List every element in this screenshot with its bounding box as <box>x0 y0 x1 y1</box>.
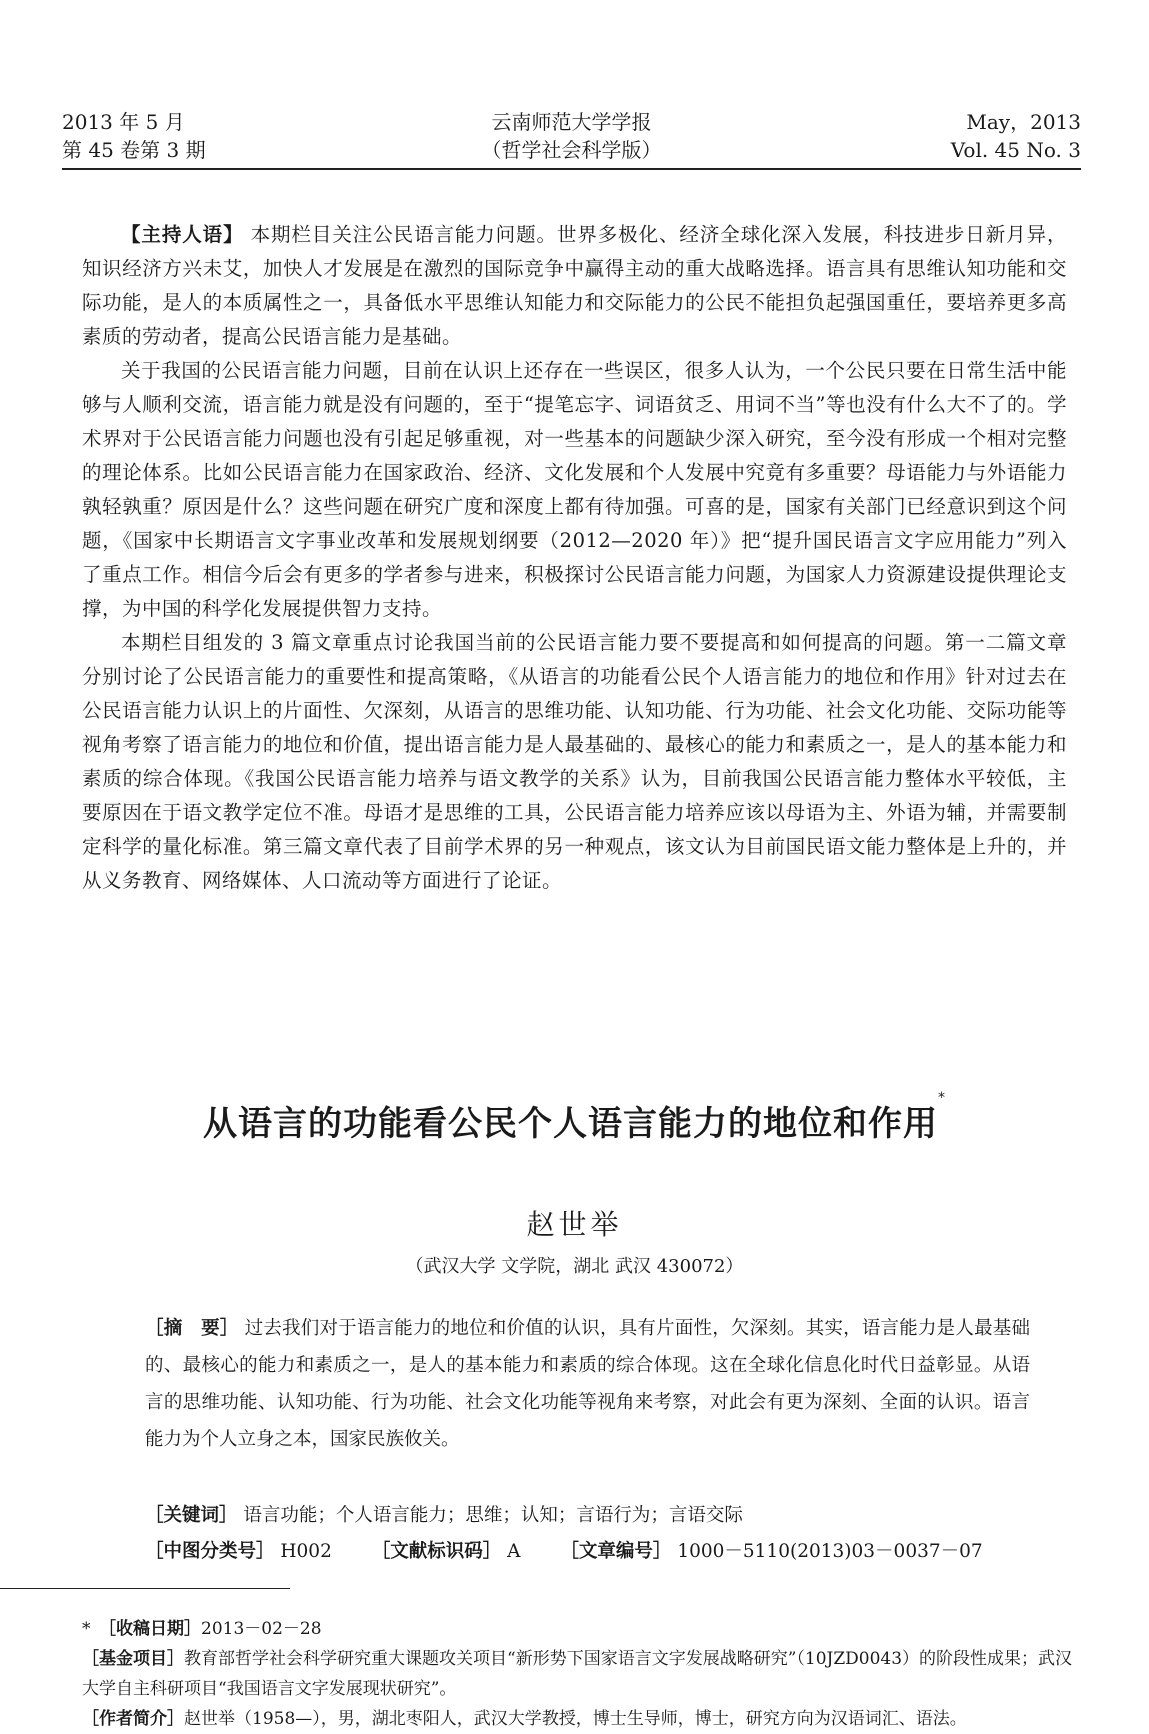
clc-label: ［中图分类号］ <box>145 1541 275 1562</box>
bio-label: ［作者简介］ <box>82 1709 184 1729</box>
host-paragraph-3: 本期栏目组发的 3 篇文章重点讨论我国当前的公民语言能力要不要提高和如何提高的问题。第一二篇文章分别讨论了公民语言能力的重要性和提高策略，《从语言的功能看公民个人语言能力的地位和作用》针对过去在公民语言能力认识上的片面性、欠深刻，从语言的思维功能、认知功能、行为功能、社会文化功能、交际功能等视角考察了语言能力的地位和价值，提出语言能力是人最基础的、最核心的能力和素质之一，是人的基本能力和素质的综合体现。《我国公民语言能力培养与语文教学的关系》认为，目前我国公民语言能力整体水平较低，主要原因在于语文教学定位不准。母语才是思维的工具，公民语言能力培养应该以母语为主、外语为辅，并需要制定科学的量化标准。第三篇文章代表了目前学术界的另一种观点，该文认为目前国民语文能力整体是上升的，并从义务教育、网络媒体、人口流动等方面进行了论证。 <box>82 631 1067 892</box>
abstract-text: 过去我们对于语言能力的地位和价值的认识，具有片面性，欠深刻。其实，语言能力是人最基础的、最核心的能力和素质之一，是人的基本能力和素质的综合体现。这在全球化信息化时代日益彰显。从语言的思维功能、认知功能、行为功能、社会文化功能等视角来考察，对此会有更为深刻、全面的认识。语言能力为个人立身之本，国家民族攸关。 <box>145 1318 1030 1450</box>
keywords: 语言功能；个人语言能力；思维；认知；言语行为；言语交际 <box>243 1505 743 1526</box>
footnotes <box>82 1614 1082 1734</box>
clc-value: H002 <box>280 1541 332 1562</box>
running-header <box>62 108 1081 172</box>
received-label: ［收稿日期］ <box>107 1619 201 1639</box>
date-cn: 2013 年 5 月 <box>62 110 185 134</box>
author-name: 赵世举 <box>526 1208 623 1241</box>
header-center <box>62 108 1081 164</box>
classification-row <box>145 1534 983 1570</box>
funding-label: ［基金项目］ <box>82 1649 184 1669</box>
journal-name: 云南师范大学学报 <box>491 110 652 134</box>
journal-subtitle: （哲学社会科学版） <box>481 138 662 162</box>
funding-text: 教育部哲学社会科学研究重大课题攻关项目“新形势下国家语言文字发展战略研究”（10JZD0043）的阶段性成果；武汉大学自主科研项目“我国语言文字发展现状研究”。 <box>82 1649 1073 1699</box>
host-remarks <box>82 218 1067 898</box>
host-text-1: 本期栏目关注公民语言能力问题。世界多极化、经济全球化深入发展，科技进步日新月异，知识经济方兴未艾，加快人才发展是在激烈的国际竞争中赢得主动的重大战略选择。语言具有思维认知功能和交际功能，是人的本质属性之一，具备低水平思维认知能力和交际能力的公民不能担负起强国重任，要培养更多高素质的劳动者，提高公民语言能力是基础。 <box>82 223 1067 348</box>
abstract <box>145 1310 1030 1458</box>
header-right <box>951 108 1081 164</box>
doc-code-label: ［文献标识码］ <box>371 1541 502 1562</box>
date-en: May，2013 <box>966 110 1081 134</box>
funding <box>82 1644 1082 1704</box>
header-rule <box>62 168 1081 170</box>
footnote-rule <box>0 1588 290 1589</box>
keywords-row <box>145 1498 983 1534</box>
footnote-star: * <box>82 1619 91 1639</box>
article-number-label: ［文章编号］ <box>560 1541 672 1562</box>
article-number-value: 1000－5110(2013)03－0037－07 <box>677 1541 983 1562</box>
article-title <box>0 1090 1149 1145</box>
title-footnote-mark: * <box>938 1090 946 1106</box>
abstract-label: ［摘 要］ <box>145 1318 239 1339</box>
received-value: 2013－02－28 <box>201 1619 322 1639</box>
article-metadata <box>145 1498 983 1570</box>
bio-text: 赵世举（1958—），男，湖北枣阳人，武汉大学教授，博士生导师，博士，研究方向为汉语词汇、语法。 <box>184 1709 967 1729</box>
host-paragraph-2: 关于我国的公民语言能力问题，目前在认识上还存在一些误区，很多人认为，一个公民只要在日常生活中能够与人顺利交流，语言能力就是没有问题的，至于“提笔忘字、词语贫乏、用词不当”等也没有什么大不了的。学术界对于公民语言能力问题也没有引起足够重视，对一些基本的问题缺少深入研究，至今没有形成一个相对完整的理论体系。比如公民语言能力在国家政治、经济、文化发展和个人发展中究竟有多重要？母语能力与外语能力孰轻孰重？原因是什么？这些问题在研究广度和深度上都有待加强。可喜的是，国家有关部门已经意识到这个问题，《国家中长期语言文字事业改革和发展规划纲要（2012—2020 年）》把“提升国民语言文字应用能力”列入了重点工作。相信今后会有更多的学者参与进来，积极探讨公民语言能力问题，为国家人力资源建设提供理论支撑，为中国的科学化发展提供智力支持。 <box>82 359 1067 620</box>
host-paragraph-1 <box>82 218 1067 354</box>
received-date <box>82 1614 1082 1644</box>
issue-en: Vol. 45 No. 3 <box>950 138 1081 162</box>
author-affiliation: （武汉大学 文学院，湖北 武汉 430072） <box>405 1256 744 1277</box>
issue-cn: 第 45 卷第 3 期 <box>62 138 206 162</box>
author-bio <box>82 1704 1082 1734</box>
doc-code-value: A <box>507 1541 521 1562</box>
abstract-paragraph <box>145 1310 1030 1458</box>
host-label: 【主持人语】 <box>121 223 244 246</box>
keywords-label: ［关键词］ <box>145 1505 238 1526</box>
title-text: 从语言的功能看公民个人语言能力的地位和作用 <box>203 1104 938 1144</box>
